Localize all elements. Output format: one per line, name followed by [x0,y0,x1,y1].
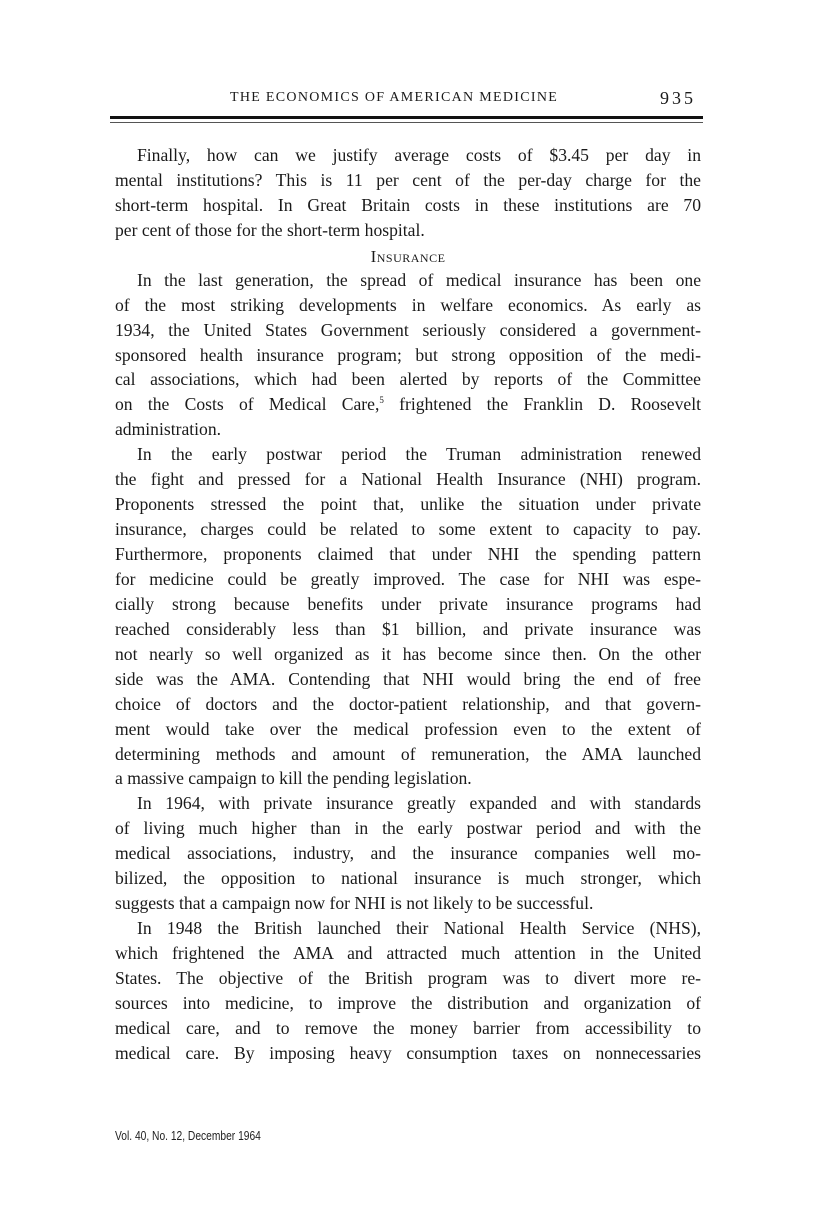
text-line: for medicine could be greatly improved. The case for NHI was espe- [115,568,701,589]
paragraph [115,442,701,791]
paragraph [115,143,701,243]
text-line: of the most striking developments in welfare economics. As early as [115,294,701,315]
text-line: side was the AMA. Contending that NHI would bring the end of free [115,668,701,689]
text-line: insurance, charges could be related to some extent to capacity to pay. [115,519,701,540]
text-line: determining methods and amount of remuneration, the AMA launched [115,743,701,764]
text-line: sources into medicine, to improve the distribution and organization of [115,992,701,1013]
text-line: per cent of those for the short-term hospital. [115,219,425,240]
text-line: administration. [115,419,222,440]
running-title: THE ECONOMICS OF AMERICAN MEDICINE [230,90,559,105]
text-line: mental institutions? This is 11 per cent of the per-day charge for the [115,169,701,190]
text-line: medical care. By imposing heavy consumption taxes on nonnecessaries [115,1042,701,1063]
paragraph [115,268,701,443]
text-line: cially strong because benefits under private insurance programs had [115,593,701,614]
text-line-with-footnote [115,392,701,417]
text-line: In 1948 the British launched their National Health Service (NHS), [137,918,701,939]
footnote-marker[interactable]: 5 [379,395,384,406]
text-line: 1934, the United States Government seriously considered a government- [115,319,701,340]
header-rule [110,116,703,119]
text-line: a massive campaign to kill the pending legislation. [115,768,472,789]
text-line: of living much higher than in the early postwar period and with the [115,818,701,839]
text-line: In the last generation, the spread of medical insurance has been one [137,269,701,290]
article-body [115,143,701,1066]
text-line: ment would take over the medical profession even to the extent of [115,718,701,739]
running-header [112,88,702,110]
paragraph [115,791,701,916]
text-line: In 1964, with private insurance greatly expanded and with standards [137,793,701,814]
text-line: Proponents stressed the point that, unlike the situation under private [115,494,701,515]
text-line: bilized, the opposition to national insurance is much stronger, which [115,868,701,889]
text-line: choice of doctors and the doctor-patient relationship, and that govern- [115,693,701,714]
page-number: 935 [660,88,696,108]
text-line: States. The objective of the British program was to divert more re- [115,967,701,988]
text-line: In the early postwar period the Truman administration renewed [137,444,701,465]
journal-footer: Vol. 40, No. 12, December 1964 [115,1129,261,1143]
text-line: cal associations, which had been alerted by reports of the Committee [115,369,701,390]
text-line: Finally, how can we justify average costs of $3.45 per day in [137,145,701,165]
text-line: suggests that a campaign now for NHI is not likely to be successful. [115,893,594,914]
text-line: not nearly so well organized as it has become since then. On the other [115,643,701,664]
text-fragment: on the Costs of Medical Care, [115,394,380,415]
paragraph [115,916,701,1066]
text-line: which frightened the AMA and attracted much attention in the United [115,943,701,963]
text-line: reached considerably less than $1 billion, and private insurance was [115,618,701,639]
text-line: the fight and pressed for a National Health Insurance (NHI) program. [115,469,701,490]
text-fragment: frightened the Franklin D. Roosevelt [399,394,701,415]
text-line: Furthermore, proponents claimed that under NHI the spending pattern [115,544,701,564]
text-line: sponsored health insurance program; but strong opposition of the medi- [115,344,701,365]
text-line: medical care, and to remove the money barrier from accessibility to [115,1017,701,1038]
header-rule-thin [110,122,703,123]
section-heading: Insurance [370,246,446,266]
text-line: medical associations, industry, and the insurance companies well mo- [115,843,701,864]
text-line: short-term hospital. In Great Britain costs in these institutions are 70 [115,194,701,215]
